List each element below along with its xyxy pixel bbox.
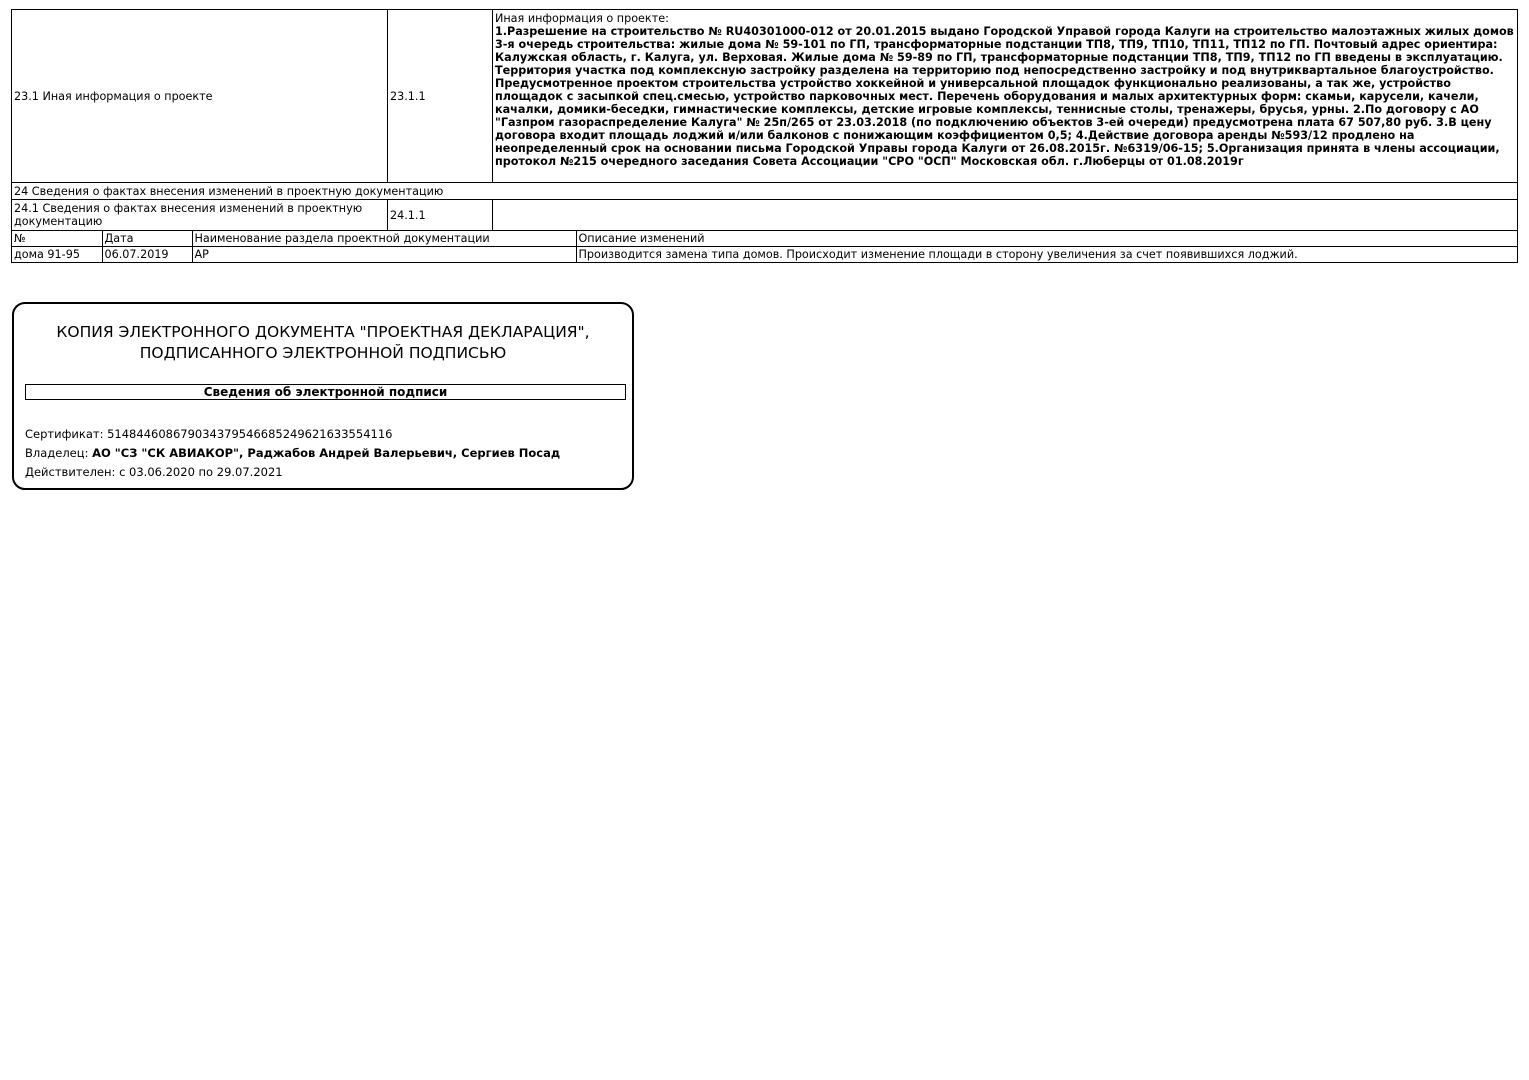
col-header-number: №	[14, 232, 26, 245]
signature-title-line-2: ПОДПИСАННОГО ЭЛЕКТРОННОЙ ПОДПИСЬЮ	[139, 344, 507, 362]
row-24-1-label: 24.1 Сведения о фактах внесения изменений в проектную документацию	[12, 200, 388, 231]
signature-title	[14, 322, 632, 364]
row-23-1-code: 23.1.1	[388, 10, 493, 183]
cell-description: Производится замена типа домов. Происходит изменение площади в сторону увеличения за счет появившихся лоджий.	[576, 247, 1517, 262]
changes-header	[12, 231, 1517, 246]
changes-header-row	[12, 231, 1518, 247]
section-24-title: 24 Сведения о фактах внесения изменений в проектную документацию	[12, 183, 1518, 200]
col-header-section: Наименование раздела проектной документации	[192, 231, 576, 246]
row-24-1-code: 24.1.1	[388, 200, 493, 231]
changes-data	[12, 247, 1517, 262]
info-heading: Иная информация о проекте:	[495, 12, 669, 25]
certificate-label: Сертификат:	[25, 427, 108, 441]
cell-number: дома 91-95	[14, 248, 80, 261]
info-body: 1.Разрешение на строительство № RU40301000-012 от 20.01.2015 выдано Городской Управой города Калуги на строительство малоэтажных жилых домов 3-я очередь строительства: жилые дома № 59-101 по ГП, трансформаторные подстанции ТП8, ТП9, ТП10, ТП11, ТП12 по ГП. Почтовый адрес ориентира: Калужская область, г. Калуга, ул. Верховая. Жилые дома № 59-89 по ГП, трансформаторные подстанции ТП8, ТП9, ТП12 по ГП введены в эксплуатацию. Территория участка под комплексную застройку разделена на территорию под непосредственно застройку и под внутриквартальное благоустройство. Предусмотренное проектом строительства устройство хоккейной и универсальной площадок функционально реализованы, а так же, устройство площадок с засыпкой спец.смесью, устройство парковочных мест. Перечень оборудования и малых архитектурных форм: скамьи, карусели, качели, качалки, домики-беседки, гимнастические комплексы, детские игровые комплексы, теннисные столы, тренажеры, брусья, урны. 2.По договору с АО "Газпром газораспределение Калуга" № 25п/265 от 23.03.2018 (по подключению объектов 3-ей очереди) предусмотрена плата 67 507,80 руб. 3.В цену договора входит площадь лоджий и/или балконов с понижающим коэффициентом 0,5; 4.Действие договора аренды №593/12 продлено на неопределенный срок на основании письма Городской Управы города Калуги от 26.08.2015г. №6319/06-15; 5.Организация принята в члены ассоциации, протокол №215 очередного заседания Совета Ассоциации "СРО "ОСП" Московская обл. г.Люберцы от 01.08.2019г	[495, 25, 1514, 168]
row-23-1-label: 23.1 Иная информация о проекте	[12, 10, 388, 183]
signature-stamp	[12, 302, 634, 490]
certificate-value: 514844608679034379546685249621633554116	[107, 427, 393, 441]
owner-line	[25, 444, 560, 463]
signature-subheader: Сведения об электронной подписи	[25, 384, 626, 400]
col-header-description: Описание изменений	[576, 231, 1517, 246]
row-23-1	[12, 10, 1518, 183]
validity-label: Действителен:	[25, 465, 120, 479]
signature-title-line-1: КОПИЯ ЭЛЕКТРОННОГО ДОКУМЕНТА "ПРОЕКТНАЯ ДЕКЛАРАЦИЯ",	[56, 323, 590, 341]
row-23-1-info	[493, 10, 1518, 183]
cell-section: АР	[192, 247, 576, 262]
cell-date: 06.07.2019	[102, 247, 192, 262]
signature-details	[25, 425, 560, 482]
validity-line	[25, 463, 560, 482]
table-row	[12, 247, 1518, 263]
owner-value: АО "СЗ "СК АВИАКОР", Раджабов Андрей Валерьевич, Сергиев Посад	[92, 446, 561, 460]
validity-value: с 03.06.2020 по 29.07.2021	[119, 465, 283, 479]
certificate-line	[25, 425, 560, 444]
col-header-date: Дата	[102, 231, 192, 246]
section-24-row	[12, 183, 1518, 200]
owner-label: Владелец:	[25, 446, 93, 460]
row-24-1-value	[493, 200, 1518, 231]
declaration-table	[11, 9, 1518, 263]
row-24-1	[12, 200, 1518, 231]
